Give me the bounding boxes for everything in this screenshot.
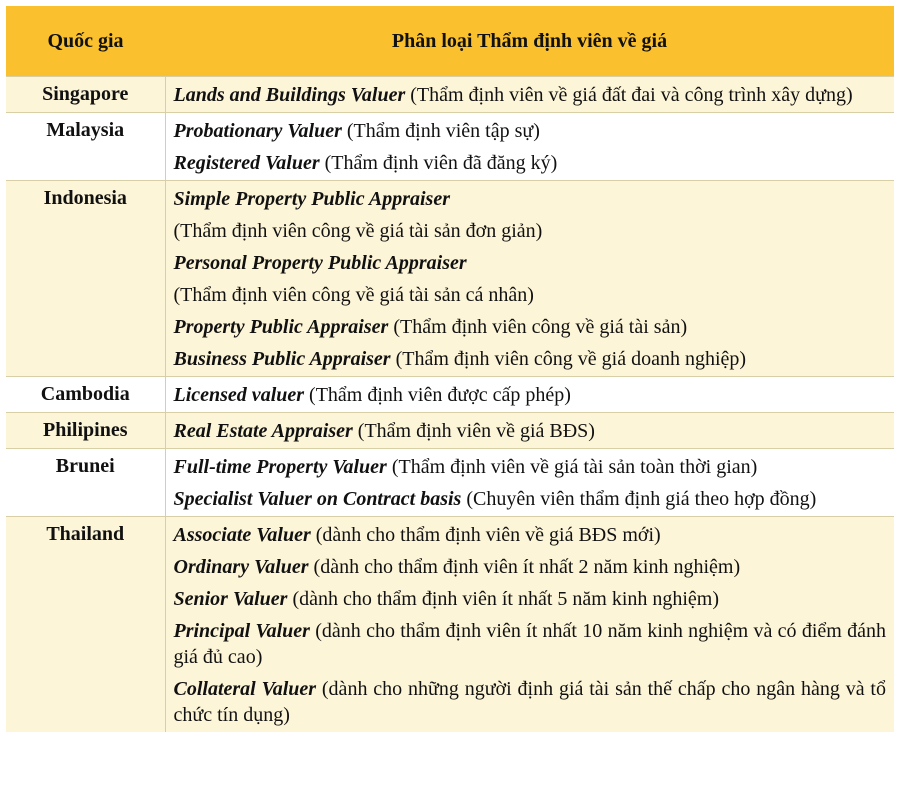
country-cell: Philipines <box>6 413 165 449</box>
valuer-type-entry <box>174 346 887 372</box>
valuer-type-title: Real Estate Appraiser <box>173 420 353 442</box>
valuer-type-entry <box>174 554 887 580</box>
valuer-classification-table <box>6 6 894 732</box>
valuer-type-entry <box>174 586 887 612</box>
classification-cell <box>165 517 894 733</box>
table-row <box>6 77 894 113</box>
valuer-type-description: (dành cho thẩm định viên ít nhất 10 năm kinh nghiệm và có điểm đánh giá đủ cao) <box>173 620 886 668</box>
valuer-type-description: (dành cho thẩm định viên ít nhất 2 năm kinh nghiệm) <box>308 556 741 578</box>
table-header-row <box>6 6 894 77</box>
country-cell: Singapore <box>6 77 165 113</box>
valuer-type-title: Lands and Buildings Valuer <box>173 84 406 106</box>
valuer-type-description: (Thẩm định viên về giá đất đai và công trình xây dựng) <box>405 84 853 106</box>
valuer-type-entry <box>174 618 887 670</box>
classification-cell <box>165 449 894 517</box>
table-row <box>6 113 894 181</box>
valuer-type-description: (Chuyên viên thẩm định giá theo hợp đồng) <box>461 488 817 510</box>
header-classification: Phân loại Thẩm định viên về giá <box>165 6 894 77</box>
valuer-type-entry <box>174 382 887 408</box>
valuer-type-description: (Thẩm định viên đã đăng ký) <box>319 152 558 174</box>
table-row <box>6 449 894 517</box>
classification-cell <box>165 413 894 449</box>
valuer-type-title: Senior Valuer <box>173 588 288 610</box>
country-cell: Thailand <box>6 517 165 733</box>
valuer-type-entry <box>174 150 887 176</box>
valuer-type-entry <box>174 82 887 108</box>
valuer-type-entry <box>174 186 887 212</box>
valuer-type-title: Ordinary Valuer <box>173 556 309 578</box>
valuer-type-description: (Thẩm định viên công về giá tài sản) <box>388 316 688 338</box>
valuer-type-entry <box>174 314 887 340</box>
valuer-type-entry <box>174 522 887 548</box>
valuer-type-title: Specialist Valuer on Contract basis <box>173 488 462 510</box>
valuer-type-title: Business Public Appraiser <box>173 348 391 370</box>
valuer-type-entry <box>174 282 887 308</box>
country-cell: Malaysia <box>6 113 165 181</box>
country-cell: Indonesia <box>6 181 165 377</box>
valuer-type-description: (Thẩm định viên tập sự) <box>341 120 540 142</box>
table-row <box>6 377 894 413</box>
valuer-type-description: (dành cho thẩm định viên về giá BĐS mới) <box>310 524 661 546</box>
valuer-type-title: Associate Valuer <box>173 524 311 546</box>
valuer-type-entry <box>174 454 887 480</box>
table-row <box>6 181 894 377</box>
valuer-type-title: Licensed valuer <box>173 384 305 406</box>
valuer-type-title: Full-time Property Valuer <box>173 456 387 478</box>
table-body <box>6 77 894 733</box>
valuer-type-title: Probationary Valuer <box>173 120 342 142</box>
country-cell: Cambodia <box>6 377 165 413</box>
valuer-type-description: (Thẩm định viên về giá tài sản toàn thời gian) <box>386 456 758 478</box>
valuer-type-entry <box>174 118 887 144</box>
valuer-type-title: Collateral Valuer <box>173 678 317 700</box>
classification-cell <box>165 77 894 113</box>
country-cell: Brunei <box>6 449 165 517</box>
valuer-type-entry <box>174 418 887 444</box>
valuer-type-title: Registered Valuer <box>173 152 320 174</box>
valuer-type-description: (Thẩm định viên được cấp phép) <box>304 384 571 406</box>
table-row <box>6 517 894 733</box>
valuer-classification-table-container <box>6 6 894 732</box>
valuer-type-description: (Thẩm định viên công về giá tài sản cá nhân) <box>173 284 534 306</box>
valuer-type-entry <box>174 486 887 512</box>
classification-cell <box>165 377 894 413</box>
valuer-type-description: (Thẩm định viên về giá BĐS) <box>352 420 595 442</box>
valuer-type-title: Property Public Appraiser <box>173 316 389 338</box>
valuer-type-description: (dành cho những người định giá tài sản thế chấp cho ngân hàng và tổ chức tín dụng) <box>173 678 886 726</box>
valuer-type-entry <box>174 676 887 728</box>
valuer-type-title: Principal Valuer <box>173 620 310 642</box>
valuer-type-title: Personal Property Public Appraiser <box>173 252 467 274</box>
classification-cell <box>165 113 894 181</box>
valuer-type-description: (dành cho thẩm định viên ít nhất 5 năm kinh nghiệm) <box>287 588 720 610</box>
valuer-type-entry <box>174 250 887 276</box>
table-row <box>6 413 894 449</box>
classification-cell <box>165 181 894 377</box>
valuer-type-description: (Thẩm định viên công về giá tài sản đơn giản) <box>173 220 543 242</box>
valuer-type-title: Simple Property Public Appraiser <box>173 188 450 210</box>
valuer-type-description: (Thẩm định viên công về giá doanh nghiệp) <box>390 348 747 370</box>
header-country: Quốc gia <box>6 6 165 77</box>
valuer-type-entry <box>174 218 887 244</box>
